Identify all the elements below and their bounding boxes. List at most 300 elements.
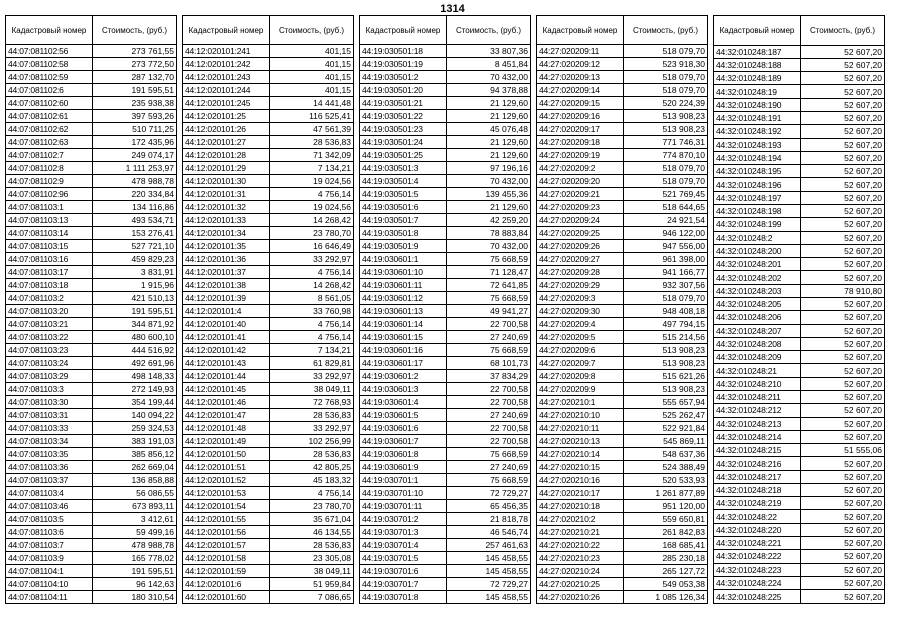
cadastral-number-cell: 44:07:081103:24 <box>6 357 93 370</box>
cadastral-number-cell: 44:19:030501:3 <box>360 162 447 175</box>
cadastral-number-cell: 44:27:020210:23 <box>537 552 624 565</box>
table-row <box>714 138 885 151</box>
cadastral-number-cell: 44:07:081103:5 <box>6 513 93 526</box>
cadastral-number-cell: 44:32:010248:217 <box>714 470 801 483</box>
table-row <box>714 483 885 496</box>
page-number: 1314 <box>440 3 465 15</box>
table-row <box>714 151 885 164</box>
table-row <box>537 292 708 305</box>
cadastral-number-cell: 44:19:030501:2 <box>360 71 447 84</box>
table-row <box>537 266 708 279</box>
cadastral-number-cell: 44:27:020209:12 <box>537 58 624 71</box>
cadastral-number-cell: 44:32:010248:199 <box>714 218 801 231</box>
cadastral-number-cell: 44:19:030501:24 <box>360 136 447 149</box>
cadastral-number-cell: 44:19:030501:25 <box>360 149 447 162</box>
table-header-row <box>6 16 177 45</box>
table-row <box>360 162 531 175</box>
cost-cell: 527 721,10 <box>93 240 177 253</box>
cadastral-number-cell: 44:27:020209:28 <box>537 266 624 279</box>
cadastral-number-cell: 44:27:020209:19 <box>537 149 624 162</box>
cost-cell: 52 607,20 <box>801 112 885 125</box>
cadastral-number-cell: 44:12:020101:42 <box>183 344 270 357</box>
cadastral-number-cell: 44:07:081103:30 <box>6 396 93 409</box>
cost-cell: 397 593,26 <box>93 110 177 123</box>
cost-cell: 45 183,32 <box>270 474 354 487</box>
table-row <box>537 227 708 240</box>
cost-cell: 3 831,91 <box>93 266 177 279</box>
header-cost: Стоимость, (руб.) <box>447 16 531 45</box>
cost-cell: 273 772,50 <box>93 58 177 71</box>
cost-cell: 774 870,10 <box>624 149 708 162</box>
table-row <box>537 500 708 513</box>
cost-cell: 4 756,14 <box>270 487 354 500</box>
cadastral-number-cell: 44:27:020209:25 <box>537 227 624 240</box>
cadastral-number-cell: 44:12:020101:34 <box>183 227 270 240</box>
cadastral-number-cell: 44:12:020101:32 <box>183 201 270 214</box>
table-row <box>360 565 531 578</box>
table-row <box>714 563 885 576</box>
table-row <box>6 58 177 71</box>
cost-cell: 518 079,70 <box>624 84 708 97</box>
table-row <box>183 435 354 448</box>
table-row <box>183 526 354 539</box>
cost-cell: 46 546,74 <box>447 526 531 539</box>
table-row <box>6 136 177 149</box>
cost-cell: 136 858,88 <box>93 474 177 487</box>
cadastral-number-cell: 44:07:081103:35 <box>6 448 93 461</box>
cadastral-number-cell: 44:19:030701:10 <box>360 487 447 500</box>
cost-cell: 168 685,41 <box>624 539 708 552</box>
cost-cell: 75 668,59 <box>447 344 531 357</box>
table-row <box>537 136 708 149</box>
table-row <box>183 58 354 71</box>
cost-cell: 52 607,20 <box>801 457 885 470</box>
cost-cell: 52 607,20 <box>801 297 885 310</box>
cost-cell: 521 769,45 <box>624 188 708 201</box>
cost-cell: 28 536,83 <box>270 136 354 149</box>
cost-cell: 139 455,36 <box>447 188 531 201</box>
header-cadastral-number: Кадастровый номер <box>183 16 270 45</box>
table-row <box>183 279 354 292</box>
cost-cell: 492 691,96 <box>93 357 177 370</box>
cost-cell: 52 607,20 <box>801 417 885 430</box>
cost-cell: 52 607,20 <box>801 72 885 85</box>
cadastral-number-cell: 44:32:010248:223 <box>714 563 801 576</box>
cadastral-number-cell: 44:19:030701:3 <box>360 526 447 539</box>
cadastral-number-cell: 44:27:020209:6 <box>537 344 624 357</box>
cadastral-number-cell: 44:19:030601:3 <box>360 383 447 396</box>
cadastral-number-cell: 44:19:030501:22 <box>360 110 447 123</box>
cost-cell: 52 607,20 <box>801 364 885 377</box>
cost-cell: 51 959,84 <box>270 578 354 591</box>
cost-cell: 52 607,20 <box>801 218 885 231</box>
cost-cell: 771 746,31 <box>624 136 708 149</box>
cost-cell: 52 607,20 <box>801 550 885 563</box>
cost-cell: 7 086,65 <box>270 591 354 604</box>
cost-cell: 285 230,18 <box>624 552 708 565</box>
table-row <box>714 258 885 271</box>
table-row <box>714 337 885 350</box>
cost-cell: 23 305,08 <box>270 552 354 565</box>
cadastral-number-cell: 44:27:020210:26 <box>537 591 624 604</box>
table-row <box>714 98 885 111</box>
cost-cell: 46 134,55 <box>270 526 354 539</box>
cost-cell: 33 292,97 <box>270 370 354 383</box>
cadastral-number-cell: 44:32:010248:219 <box>714 497 801 510</box>
table-row <box>6 266 177 279</box>
table-row <box>6 71 177 84</box>
cost-cell: 52 607,20 <box>801 85 885 98</box>
table-row <box>6 539 177 552</box>
cost-cell: 38 049,11 <box>270 383 354 396</box>
table-row <box>6 305 177 318</box>
cadastral-number-cell: 44:07:081103:29 <box>6 370 93 383</box>
table-row <box>183 227 354 240</box>
cadastral-number-cell: 44:27:020209:5 <box>537 331 624 344</box>
table-row <box>183 84 354 97</box>
cadastral-number-cell: 44:27:020209:17 <box>537 123 624 136</box>
cost-cell: 4 756,14 <box>270 318 354 331</box>
table-row <box>6 175 177 188</box>
cost-cell: 72 768,93 <box>270 396 354 409</box>
cost-cell: 75 668,59 <box>447 474 531 487</box>
table-row <box>714 377 885 390</box>
table-row <box>537 123 708 136</box>
cadastral-number-cell: 44:07:081103:18 <box>6 279 93 292</box>
cadastral-number-cell: 44:32:010248:218 <box>714 483 801 496</box>
cadastral-number-cell: 44:32:010248:202 <box>714 271 801 284</box>
cadastral-number-cell: 44:32:010248:201 <box>714 258 801 271</box>
cost-cell: 27 240,69 <box>447 409 531 422</box>
cost-cell: 22 700,58 <box>447 383 531 396</box>
cadastral-number-cell: 44:19:030601:15 <box>360 331 447 344</box>
cost-cell: 421 510,13 <box>93 292 177 305</box>
cadastral-number-cell: 44:32:010248:195 <box>714 165 801 178</box>
cadastral-number-cell: 44:27:020209:18 <box>537 136 624 149</box>
cadastral-number-cell: 44:32:010248:203 <box>714 284 801 297</box>
table-row <box>360 552 531 565</box>
table-row <box>714 205 885 218</box>
cost-cell: 52 607,20 <box>801 125 885 138</box>
header-cost: Стоимость, (руб.) <box>624 16 708 45</box>
cadastral-number-cell: 44:07:081103:14 <box>6 227 93 240</box>
table-row <box>360 422 531 435</box>
cadastral-number-cell: 44:19:030601:17 <box>360 357 447 370</box>
cadastral-number-cell: 44:07:081104:11 <box>6 591 93 604</box>
cost-cell: 515 621,26 <box>624 370 708 383</box>
table-row <box>360 240 531 253</box>
cost-cell: 385 856,12 <box>93 448 177 461</box>
table-row <box>714 311 885 324</box>
table-row <box>183 318 354 331</box>
cost-cell: 52 607,20 <box>801 311 885 324</box>
cost-cell: 22 700,58 <box>447 396 531 409</box>
cadastral-table <box>359 15 531 604</box>
cost-cell: 75 668,59 <box>447 448 531 461</box>
cost-cell: 59 499,16 <box>93 526 177 539</box>
cadastral-number-cell: 44:12:020101:243 <box>183 71 270 84</box>
cadastral-number-cell: 44:19:030601:16 <box>360 344 447 357</box>
table-row <box>714 590 885 604</box>
cadastral-number-cell: 44:32:010248:224 <box>714 576 801 589</box>
cost-cell: 220 334,84 <box>93 188 177 201</box>
cost-cell: 56 086,55 <box>93 487 177 500</box>
table-row <box>714 457 885 470</box>
cost-cell: 102 256,99 <box>270 435 354 448</box>
table-row <box>183 370 354 383</box>
table-row <box>183 500 354 513</box>
cadastral-number-cell: 44:27:020209:4 <box>537 318 624 331</box>
cadastral-number-cell: 44:12:020101:43 <box>183 357 270 370</box>
cadastral-number-cell: 44:32:010248:2 <box>714 231 801 244</box>
cadastral-number-cell: 44:19:030501:5 <box>360 188 447 201</box>
cost-cell: 71 128,47 <box>447 266 531 279</box>
cadastral-number-cell: 44:32:010248:206 <box>714 311 801 324</box>
cadastral-number-cell: 44:32:010248:189 <box>714 72 801 85</box>
table-row <box>183 253 354 266</box>
cadastral-number-cell: 44:27:020209:24 <box>537 214 624 227</box>
cadastral-number-cell: 44:07:081103:36 <box>6 461 93 474</box>
cadastral-number-cell: 44:19:030601:4 <box>360 396 447 409</box>
cost-cell: 14 268,42 <box>270 279 354 292</box>
header-cadastral-number: Кадастровый номер <box>714 16 801 46</box>
cadastral-number-cell: 44:32:010248:190 <box>714 98 801 111</box>
cost-cell: 21 129,60 <box>447 201 531 214</box>
cost-cell: 52 607,20 <box>801 537 885 550</box>
table-row <box>183 513 354 526</box>
cost-cell: 28 536,83 <box>270 539 354 552</box>
cadastral-number-cell: 44:19:030601:10 <box>360 266 447 279</box>
cost-cell: 52 607,20 <box>801 178 885 191</box>
table-row <box>183 175 354 188</box>
table-row <box>537 461 708 474</box>
table-row <box>714 537 885 550</box>
cadastral-number-cell: 44:32:010248:221 <box>714 537 801 550</box>
cost-cell: 545 869,11 <box>624 435 708 448</box>
cadastral-number-cell: 44:19:030701:7 <box>360 578 447 591</box>
header-cadastral-number: Кадастровый номер <box>6 16 93 45</box>
cadastral-table <box>182 15 354 604</box>
table-row <box>6 422 177 435</box>
cadastral-number-cell: 44:12:020101:38 <box>183 279 270 292</box>
cost-cell: 191 595,51 <box>93 565 177 578</box>
cost-cell: 14 441,48 <box>270 97 354 110</box>
cadastral-number-cell: 44:27:020210:24 <box>537 565 624 578</box>
cost-cell: 513 908,23 <box>624 344 708 357</box>
cadastral-number-cell: 44:32:010248:192 <box>714 125 801 138</box>
cadastral-number-cell: 44:19:030501:18 <box>360 45 447 58</box>
cadastral-number-cell: 44:19:030701:8 <box>360 591 447 604</box>
cadastral-number-cell: 44:27:020210:11 <box>537 422 624 435</box>
cost-cell: 3 412,61 <box>93 513 177 526</box>
cost-cell: 401,15 <box>270 84 354 97</box>
cost-cell: 518 644,65 <box>624 201 708 214</box>
cost-cell: 23 780,70 <box>270 500 354 513</box>
cadastral-number-cell: 44:07:081103:13 <box>6 214 93 227</box>
cadastral-number-cell: 44:07:081103:34 <box>6 435 93 448</box>
table-row <box>360 58 531 71</box>
cost-cell: 1 915,96 <box>93 279 177 292</box>
table-row <box>714 45 885 58</box>
table-row <box>6 110 177 123</box>
cadastral-number-cell: 44:27:020210:15 <box>537 461 624 474</box>
table-row <box>6 474 177 487</box>
cadastral-number-cell: 44:32:010248:188 <box>714 58 801 71</box>
cost-cell: 946 122,00 <box>624 227 708 240</box>
table-row <box>714 417 885 430</box>
table-row <box>360 370 531 383</box>
table-row <box>183 188 354 201</box>
cost-cell: 19 024,56 <box>270 201 354 214</box>
table-row <box>6 448 177 461</box>
table-row <box>714 470 885 483</box>
table-row <box>360 123 531 136</box>
table-row <box>6 292 177 305</box>
cost-cell: 52 607,20 <box>801 497 885 510</box>
cost-cell: 37 834,29 <box>447 370 531 383</box>
cost-cell: 21 129,60 <box>447 136 531 149</box>
cost-cell: 134 116,86 <box>93 201 177 214</box>
table-row <box>537 331 708 344</box>
cost-cell: 265 127,72 <box>624 565 708 578</box>
cadastral-number-cell: 44:19:030701:1 <box>360 474 447 487</box>
cost-cell: 52 607,20 <box>801 390 885 403</box>
cadastral-number-cell: 44:12:020101:39 <box>183 292 270 305</box>
table-row <box>183 240 354 253</box>
cadastral-number-cell: 44:32:010248:196 <box>714 178 801 191</box>
cost-cell: 951 120,00 <box>624 500 708 513</box>
cadastral-number-cell: 44:27:020210:13 <box>537 435 624 448</box>
cost-cell: 78 883,84 <box>447 227 531 240</box>
table-row <box>183 110 354 123</box>
cost-cell: 524 388,49 <box>624 461 708 474</box>
table-row <box>537 513 708 526</box>
table-row <box>714 271 885 284</box>
cadastral-number-cell: 44:12:020101:245 <box>183 97 270 110</box>
cadastral-number-cell: 44:19:030701:11 <box>360 500 447 513</box>
cadastral-number-cell: 44:19:030501:4 <box>360 175 447 188</box>
cost-cell: 518 079,70 <box>624 292 708 305</box>
cadastral-number-cell: 44:27:020210:16 <box>537 474 624 487</box>
cadastral-number-cell: 44:12:020101:60 <box>183 591 270 604</box>
cadastral-number-cell: 44:19:030701:5 <box>360 552 447 565</box>
table-row <box>537 370 708 383</box>
cadastral-number-cell: 44:19:030601:14 <box>360 318 447 331</box>
cost-cell: 480 600,10 <box>93 331 177 344</box>
cost-cell: 49 941,27 <box>447 305 531 318</box>
cadastral-number-cell: 44:19:030601:7 <box>360 435 447 448</box>
table-row <box>537 71 708 84</box>
table-row <box>6 97 177 110</box>
cost-cell: 52 607,20 <box>801 205 885 218</box>
cost-cell: 70 432,00 <box>447 175 531 188</box>
cost-cell: 52 607,20 <box>801 58 885 71</box>
table-row <box>714 576 885 589</box>
cost-cell: 478 988,78 <box>93 175 177 188</box>
table-row <box>6 162 177 175</box>
cadastral-number-cell: 44:32:010248:220 <box>714 523 801 536</box>
table-row <box>183 45 354 58</box>
cost-cell: 52 607,20 <box>801 271 885 284</box>
table-row <box>6 357 177 370</box>
table-row <box>6 227 177 240</box>
table-row <box>183 149 354 162</box>
cadastral-number-cell: 44:12:020101:28 <box>183 149 270 162</box>
cadastral-number-cell: 44:19:030601:6 <box>360 422 447 435</box>
cost-cell: 4 756,14 <box>270 331 354 344</box>
cadastral-number-cell: 44:32:010248:209 <box>714 351 801 364</box>
cost-cell: 52 607,20 <box>801 98 885 111</box>
cadastral-number-cell: 44:32:010248:222 <box>714 550 801 563</box>
cost-cell: 33 760,98 <box>270 305 354 318</box>
table-row <box>714 324 885 337</box>
cadastral-number-cell: 44:27:020210:14 <box>537 448 624 461</box>
cost-cell: 172 435,96 <box>93 136 177 149</box>
table-row <box>537 279 708 292</box>
table-row <box>537 188 708 201</box>
table-row <box>537 357 708 370</box>
cost-cell: 68 101,73 <box>447 357 531 370</box>
cost-cell: 523 918,30 <box>624 58 708 71</box>
cadastral-number-cell: 44:12:020101:56 <box>183 526 270 539</box>
cadastral-number-cell: 44:12:020101:26 <box>183 123 270 136</box>
table-row <box>360 487 531 500</box>
table-row <box>537 318 708 331</box>
cost-cell: 520 224,39 <box>624 97 708 110</box>
cadastral-number-cell: 44:32:010248:212 <box>714 404 801 417</box>
header-cost: Стоимость, (руб.) <box>801 16 885 46</box>
table-row <box>183 266 354 279</box>
cost-cell: 27 240,69 <box>447 461 531 474</box>
cadastral-number-cell: 44:32:010248:19 <box>714 85 801 98</box>
cadastral-number-cell: 44:27:020209:23 <box>537 201 624 214</box>
table-row <box>714 351 885 364</box>
cadastral-number-cell: 44:27:020209:14 <box>537 84 624 97</box>
cadastral-number-cell: 44:19:030601:5 <box>360 409 447 422</box>
cost-cell: 33 292,97 <box>270 422 354 435</box>
table-row <box>537 162 708 175</box>
table-row <box>183 97 354 110</box>
cadastral-number-cell: 44:07:081103:21 <box>6 318 93 331</box>
cadastral-table <box>536 15 708 604</box>
cadastral-number-cell: 44:12:020101:59 <box>183 565 270 578</box>
cost-cell: 522 921,84 <box>624 422 708 435</box>
table-row <box>360 71 531 84</box>
table-row <box>537 344 708 357</box>
table-row <box>360 526 531 539</box>
table-row <box>183 383 354 396</box>
cadastral-number-cell: 44:07:081102:8 <box>6 162 93 175</box>
cost-cell: 145 458,55 <box>447 565 531 578</box>
table-row <box>714 244 885 257</box>
cost-cell: 42 259,20 <box>447 214 531 227</box>
cadastral-number-cell: 44:19:030701:2 <box>360 513 447 526</box>
table-row <box>360 201 531 214</box>
cost-cell: 97 196,16 <box>447 162 531 175</box>
table-row <box>6 396 177 409</box>
table-row <box>714 85 885 98</box>
cost-cell: 948 408,18 <box>624 305 708 318</box>
cost-cell: 261 842,83 <box>624 526 708 539</box>
table-row <box>537 110 708 123</box>
cost-cell: 52 607,20 <box>801 430 885 443</box>
table-row <box>714 444 885 457</box>
cost-cell: 383 191,03 <box>93 435 177 448</box>
cost-cell: 35 671,04 <box>270 513 354 526</box>
cadastral-number-cell: 44:12:020101:49 <box>183 435 270 448</box>
cost-cell: 555 657,94 <box>624 396 708 409</box>
cost-cell: 262 669,04 <box>93 461 177 474</box>
